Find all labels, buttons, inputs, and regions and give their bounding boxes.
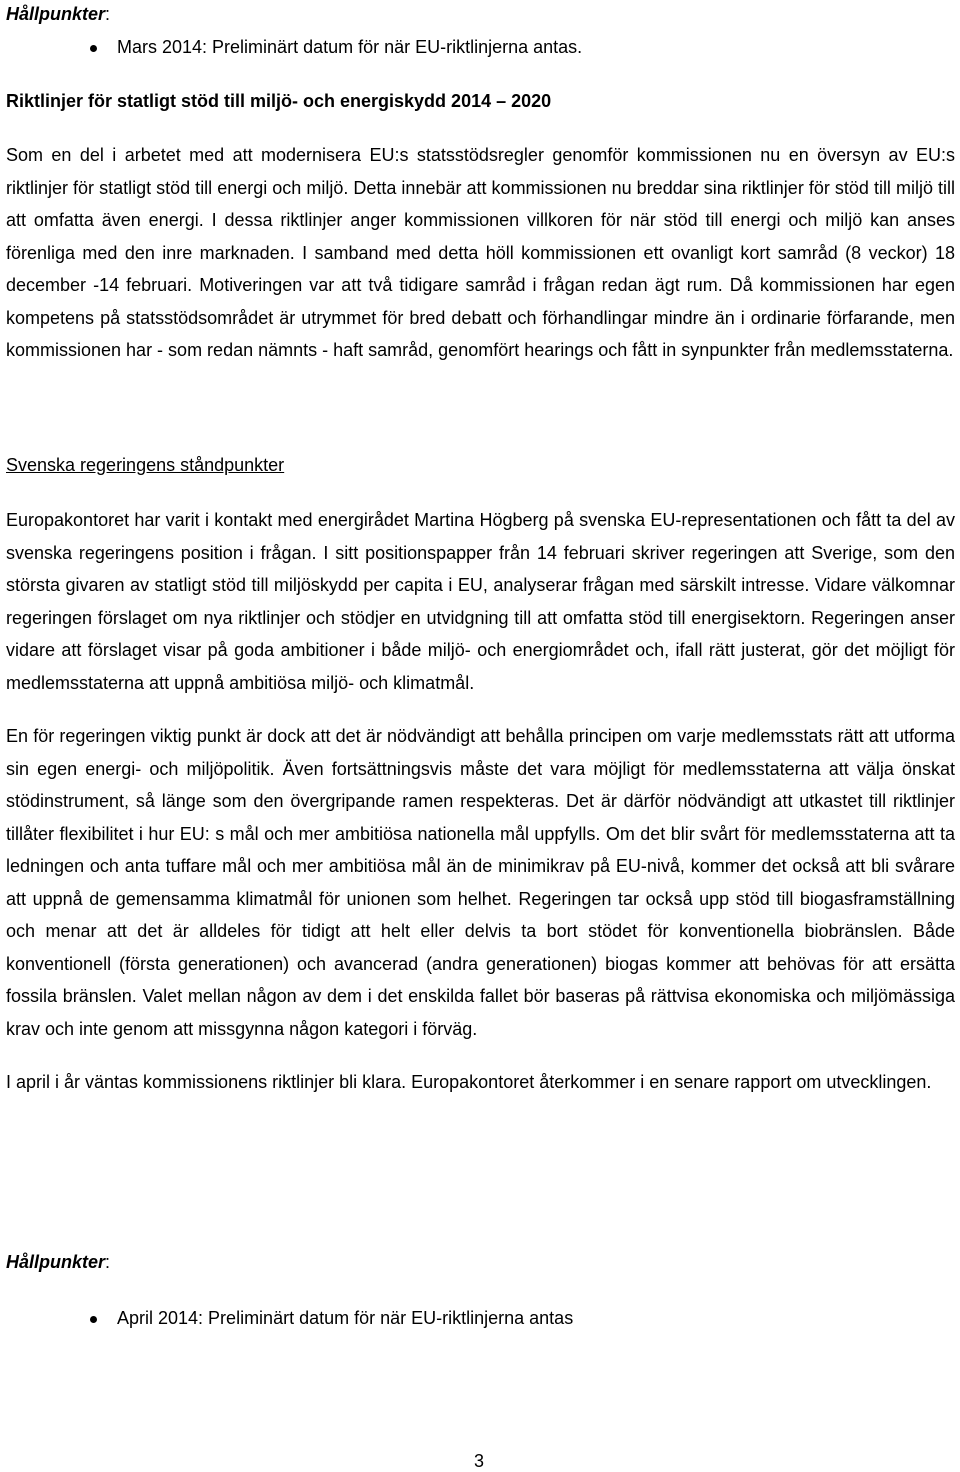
paragraph: I april i år väntas kommissionens riktlinjer bli klara. Europakontoret återkommer i en senare rapport om utvecklingen. [6, 1072, 932, 1092]
bullet-icon [90, 45, 97, 52]
bottom-milestones [6, 1250, 955, 1333]
page-number: 3 [474, 1451, 485, 1471]
milestone-item [6, 32, 955, 62]
milestone-text: Mars 2014: Preliminärt datum för när EU-riktlinjerna antas. [117, 37, 583, 57]
milestones-label: Hållpunkter: [6, 1252, 111, 1272]
milestones-label: Hållpunkter: [6, 4, 111, 24]
bullet-icon [90, 1316, 97, 1323]
section-title: Svenska regeringens ståndpunkter [6, 455, 285, 475]
section-state-aid-guidelines [6, 88, 955, 367]
milestone-text: April 2014: Preliminärt datum för när EU-riktlinjerna antas [117, 1308, 574, 1328]
top-milestones [6, 2, 955, 62]
section-government-positions [6, 452, 955, 1099]
section-title: Riktlinjer för statligt stöd till miljö- och energiskydd 2014 – 2020 [6, 91, 552, 111]
paragraph: Som en del i arbetet med att modernisera EU:s statsstödsregler genomför kommissionen nu en översyn av EU:s riktlinjer för statligt stöd till energi och miljö. Detta innebär att kommissionen nu breddar sina riktlinjer för stöd till miljö till att omfatta även energi. I dessa riktlinjer anger kommissionen villkoren för när stöd till energi och miljö kan anses förenliga med den inre marknaden. I samband med detta höll kommissionen ett ovanligt kort samråd (8 veckor) 18 december -14 februari. Motiveringen var att två tidigare samråd i frågan redan ägt rum. Då kommissionen har egen kompetens på statsstödsområdet är utrymmet för bred debatt och förhandlingar mindre än i ordinarie förfarande, men kommissionen har - som redan nämnts - haft samråd, genomfört hearings och fått in synpunkter från medlemsstaterna. [6, 145, 955, 360]
paragraph: En för regeringen viktig punkt är dock att det är nödvändigt att behålla principen om varje medlemsstats rätt att utforma sin egen energi- och miljöpolitik. Även fortsättningsvis måste det vara möjligt för medlemsstaterna att välja önskat stödinstrument, så länge som den övergripande ramen respekteras. Det är därför nödvändigt att utkastet till riktlinjer tillåter flexibilitet i hur EU: s mål och mer ambitiösa nationella mål uppfylls. Om det blir svårt för medlemsstaterna att ta ledningen och anta tuffare mål och mer ambitiösa mål än de minimikrav på EU-nivå, kommer det också att bli svårare att uppnå de gemensamma klimatmål för unionen som helhet. Regeringen tar också upp stöd till biogasframställning och menar att det är alldeles för tidigt att helt eller delvis ta bort stödet för konventionella biobränslen. Både konventionell (första generationen) och avancerad (andra generationen) biogas kommer att behövas för att ersätta fossila bränslen. Valet mellan någon av dem i det enskilda fallet bör baseras på rättvisa ekonomiska och miljömässiga krav och inte genom att missgynna någon kategori i förväg. [6, 726, 955, 1039]
milestone-item [6, 1303, 955, 1333]
paragraph: Europakontoret har varit i kontakt med energirådet Martina Högberg på svenska EU-representationen och fått ta del av svenska regeringens position i frågan. I sitt positionspapper från 14 februari skriver regeringen att Sverige, som den största givaren av statligt stöd till miljöskydd per capita i EU, analyserar frågan med särskilt intresse. Vidare välkomnar regeringen förslaget om nya riktlinjer och stödjer en utvidgning till att omfatta stöd till energisektorn. Regeringen anser vidare att förslaget visar på goda ambitioner i både miljö- och energiområdet och, ifall rätt justerat, gör det möjligt för medlemsstaterna att uppnå ambitiösa miljö- och klimatmål. [6, 510, 955, 693]
